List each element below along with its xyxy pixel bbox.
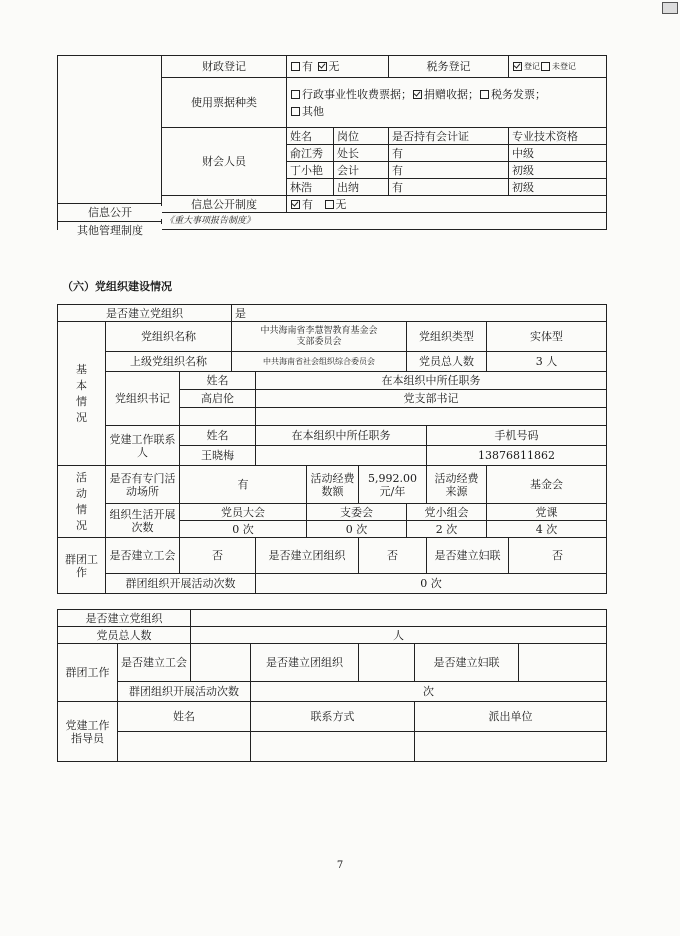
staff-header-cert: 是否持有会计证: [389, 128, 509, 145]
life-type: 党小组会: [407, 504, 487, 521]
party-org-table: [57, 304, 607, 594]
life-count: 4 次: [487, 521, 607, 538]
basic-info-label: 基本情况: [58, 322, 106, 466]
party2-women-label: 是否建立妇联: [415, 644, 519, 682]
contact-label: 党建工作联系人: [106, 426, 180, 466]
guide-header-contact: 联系方式: [251, 702, 415, 732]
youth-value: 否: [359, 538, 427, 574]
party2-youth-label: 是否建立团组织: [251, 644, 359, 682]
party2-established-value: [191, 610, 607, 627]
empty-cell: [180, 408, 256, 426]
staff-qual: 初级: [509, 179, 607, 196]
funds-source-label: 活动经费来源: [427, 466, 487, 504]
contact-name: 王晓梅: [180, 446, 256, 466]
women-label: 是否建立妇联: [427, 538, 509, 574]
staff-post: 处长: [334, 145, 389, 162]
checkbox-checked-icon[interactable]: [291, 200, 300, 209]
party2-mass-label: 群团工作: [58, 644, 118, 702]
party-established-value: 是: [232, 305, 607, 322]
other-mgmt-value: 《重大事项报告制度》: [162, 213, 607, 230]
org-name-label: 党组织名称: [106, 322, 232, 352]
receipt-options: 行政事业性收费票据； 捐赠收据； 税务发票； 其他: [287, 78, 607, 128]
staff-qual: 初级: [509, 162, 607, 179]
secretary-position: 党支部书记: [256, 390, 607, 408]
party2-mass-count-label: 群团组织开展活动次数: [118, 682, 251, 702]
org-type-label: 党组织类型: [407, 322, 487, 352]
guide-unit: [415, 732, 607, 762]
empty-cell: [256, 408, 607, 426]
staff-post: 会计: [334, 162, 389, 179]
phone-header: 手机号码: [427, 426, 607, 446]
checkbox-checked-icon[interactable]: [513, 62, 522, 71]
checkbox-empty-icon[interactable]: [291, 90, 300, 99]
party-org-table-2: [57, 609, 607, 762]
disclosure-options: 有 无: [287, 196, 607, 213]
activity-label: 活动情况: [58, 466, 106, 538]
staff-name: 林浩: [287, 179, 334, 196]
mass-work-label: 群团工作: [58, 538, 106, 594]
receipt-label: 使用票据种类: [162, 78, 287, 128]
venue-label: 是否有专门活动场所: [106, 466, 180, 504]
tax-reg-options: 登记 未登记: [509, 56, 607, 78]
staff-header-name: 姓名: [287, 128, 334, 145]
staff-header-post: 岗位: [334, 128, 389, 145]
party2-member-count-label: 党员总人数: [58, 627, 191, 644]
staff-header-qual: 专业技术资格: [509, 128, 607, 145]
checkbox-empty-icon[interactable]: [291, 62, 300, 71]
party2-union-value: [191, 644, 251, 682]
secretary-name-header: 姓名: [180, 372, 256, 390]
party2-women-value: [519, 644, 607, 682]
life-count: 0 次: [307, 521, 407, 538]
staff-cert: 有: [389, 179, 509, 196]
guide-label: 党建工作指导员: [58, 702, 118, 762]
staff-name: 俞江秀: [287, 145, 334, 162]
party2-member-count-value: 人: [191, 627, 607, 644]
life-type: 党员大会: [180, 504, 307, 521]
life-type: 党课: [487, 504, 607, 521]
section-title: （六）党组织建设情况: [62, 280, 172, 293]
secretary-name: 高启伦: [180, 390, 256, 408]
org-life-label: 组织生活开展次数: [106, 504, 180, 538]
divider: [57, 221, 162, 222]
guide-contact: [251, 732, 415, 762]
mass-count-value: 0 次: [256, 574, 607, 594]
party2-union-label: 是否建立工会: [118, 644, 191, 682]
checkbox-empty-icon[interactable]: [541, 62, 550, 71]
funds-label: 活动经费数额: [307, 466, 359, 504]
tax-reg-label: 税务登记: [389, 56, 509, 78]
contact-position-header: 在本组织中所任职务: [256, 426, 427, 446]
staff-cert: 有: [389, 145, 509, 162]
contact-position: [256, 446, 427, 466]
org-type-value: 实体型: [487, 322, 607, 352]
party2-established-label: 是否建立党组织: [58, 610, 191, 627]
staff-qual: 中级: [509, 145, 607, 162]
checkbox-empty-icon[interactable]: [325, 200, 334, 209]
party2-youth-value: [359, 644, 415, 682]
disclosure-sys-label: 信息公开制度: [162, 196, 287, 213]
disclosure-label: 信息公开: [58, 206, 162, 219]
checkbox-checked-icon[interactable]: [413, 90, 422, 99]
staff-post: 出纳: [334, 179, 389, 196]
guide-header-name: 姓名: [118, 702, 251, 732]
funds-source-value: 基金会: [487, 466, 607, 504]
party2-mass-count-value: 次: [251, 682, 607, 702]
union-value: 否: [180, 538, 256, 574]
funds-value: 5,992.00 元/年: [359, 466, 427, 504]
staff-cert: 有: [389, 162, 509, 179]
contact-phone: 13876811862: [427, 446, 607, 466]
secretary-position-header: 在本组织中所任职务: [256, 372, 607, 390]
page-number: 7: [336, 860, 344, 871]
secretary-label: 党组织书记: [106, 372, 180, 426]
life-count: 2 次: [407, 521, 487, 538]
union-label: 是否建立工会: [106, 538, 180, 574]
member-count-label: 党员总人数: [407, 352, 487, 372]
divider: [57, 203, 162, 204]
venue-value: 有: [180, 466, 307, 504]
org-name-value: 中共海南省李慧智教育基金会 支部委员会: [232, 322, 407, 352]
scan-registration-mark: [662, 2, 678, 14]
staff-label: 财会人员: [162, 128, 287, 196]
party-established-label: 是否建立党组织: [58, 305, 232, 322]
superior-org-value: 中共海南省社会组织综合委员会: [232, 352, 407, 372]
women-value: 否: [509, 538, 607, 574]
fiscal-reg-options: 有 无: [287, 56, 389, 78]
checkbox-empty-icon[interactable]: [480, 90, 489, 99]
fiscal-reg-label: 财政登记: [162, 56, 287, 78]
life-count: 0 次: [180, 521, 307, 538]
guide-name: [118, 732, 251, 762]
staff-name: 丁小艳: [287, 162, 334, 179]
guide-header-unit: 派出单位: [415, 702, 607, 732]
checkbox-empty-icon[interactable]: [291, 107, 300, 116]
member-count-value: 3 人: [487, 352, 607, 372]
contact-name-header: 姓名: [180, 426, 256, 446]
superior-org-label: 上级党组织名称: [106, 352, 232, 372]
mass-count-label: 群团组织开展活动次数: [106, 574, 256, 594]
other-mgmt-label: 其他管理制度: [58, 224, 162, 237]
youth-label: 是否建立团组织: [256, 538, 359, 574]
checkbox-checked-icon[interactable]: [318, 62, 327, 71]
life-type: 支委会: [307, 504, 407, 521]
